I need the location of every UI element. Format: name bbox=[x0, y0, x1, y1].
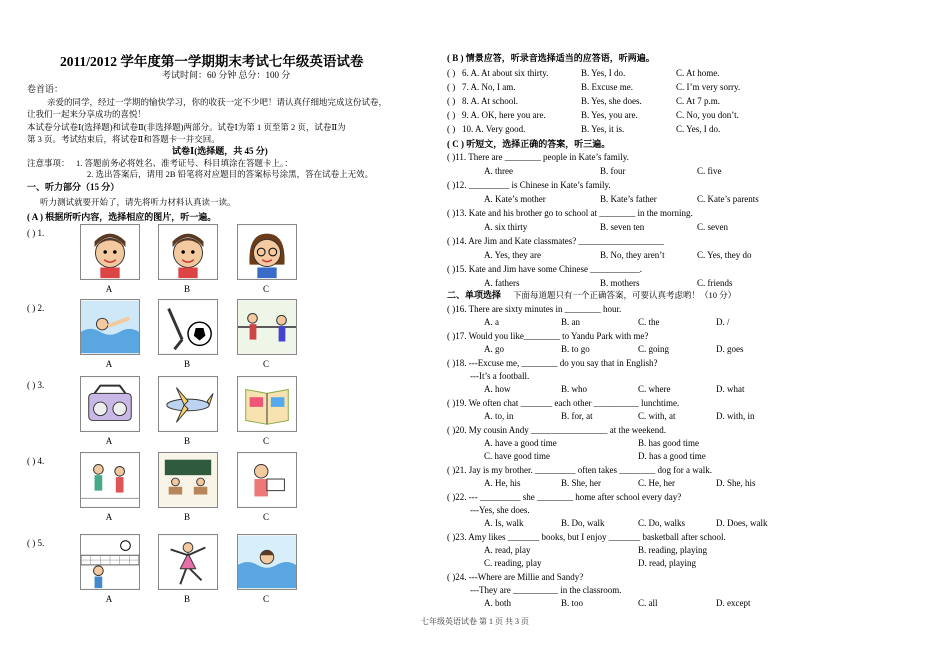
option-a: A. Kate’s mother bbox=[484, 194, 546, 204]
question-stem: 8. A. At school. bbox=[462, 96, 519, 106]
classroom-icon bbox=[158, 452, 218, 508]
option: B. who bbox=[561, 384, 588, 394]
option-c: C. At home. bbox=[676, 68, 720, 78]
option: C. Do, walks bbox=[638, 518, 685, 528]
section-one-title: 试卷Ⅰ(选择题，共 45 分) bbox=[172, 146, 268, 156]
option: D. except bbox=[716, 598, 751, 608]
page-title: 2011/2012 学年度第一学期期末考试七年级英语试卷 bbox=[60, 54, 364, 69]
option-label: C bbox=[262, 284, 269, 294]
option: D. / bbox=[716, 317, 730, 327]
question-stem: ( )12. _________ is Chinese in Kate’s family. bbox=[447, 180, 611, 190]
option: A. Is, walk bbox=[484, 518, 524, 528]
option-label: B bbox=[183, 594, 190, 604]
answer-blank: ( ) bbox=[447, 96, 456, 106]
option: A. have a good time bbox=[484, 438, 557, 448]
option: D. Does, walk bbox=[716, 518, 768, 528]
option: B. an bbox=[561, 317, 580, 327]
option: D. read, playing bbox=[638, 558, 696, 568]
option: D. has a good time bbox=[638, 451, 706, 461]
option-label: C bbox=[262, 436, 269, 446]
swimming-girl-icon bbox=[237, 534, 297, 590]
option: B. to go bbox=[561, 344, 590, 354]
soccer-icon bbox=[158, 299, 218, 355]
volleyball-icon bbox=[80, 534, 140, 590]
notice-1: 1. 答题前务必将姓名、准考证号、科目填涂在答题卡上。： bbox=[76, 158, 293, 168]
question-extra: ---Yes, she does. bbox=[470, 505, 530, 515]
notice-2: 2. 选出答案后，请用 2B 铅笔将对应题目的答案标号涂黑，答在试卷上无效。 bbox=[87, 169, 374, 179]
preface-note-1: 本试卷分试卷Ⅰ(选择题)和试卷Ⅱ(非选择题)两部分。试卷Ⅰ为第 1 页至第 2 页，试卷Ⅱ为 bbox=[27, 122, 346, 132]
question-stem: ( )22. --- _________ she ________ home after school every day? bbox=[447, 492, 682, 502]
airplane-icon bbox=[158, 376, 218, 432]
question-extra: ---It’s a football. bbox=[470, 371, 530, 381]
option-b: B. Yes, you are. bbox=[581, 110, 638, 120]
option-b: B. Excuse me. bbox=[581, 82, 633, 92]
option-b: B. Yes, I do. bbox=[581, 68, 626, 78]
question-stem: ( )24. ---Where are Millie and Sandy? bbox=[447, 572, 584, 582]
option-label: A bbox=[105, 594, 113, 604]
option-label: B bbox=[183, 512, 190, 522]
option-b: B. Yes, she does. bbox=[581, 96, 642, 106]
preface-line-2: 让我们一起来分享成功的喜悦！ bbox=[27, 109, 147, 119]
dancing-icon bbox=[158, 534, 218, 590]
question-stem: ( )14. Are Jim and Kate classmates? ___________________ bbox=[447, 236, 664, 246]
option-b: B. Yes, it is. bbox=[581, 124, 625, 134]
option-c: C. Yes, I do. bbox=[676, 124, 721, 134]
option: B. has good time bbox=[638, 438, 699, 448]
reading-icon bbox=[237, 452, 297, 508]
option: C. He, her bbox=[638, 478, 675, 488]
option-b: B. Kate’s father bbox=[600, 194, 657, 204]
part-two-title: 二、单项选择 bbox=[447, 290, 502, 300]
option-label: B bbox=[183, 436, 190, 446]
part-two-instruction: 下面每道题只有一个正确答案，可要认真考虑哟！（10 分） bbox=[513, 290, 737, 300]
option-a: A. six thirty bbox=[484, 222, 528, 232]
option-c: C. friends bbox=[697, 278, 733, 288]
option-b: B. mothers bbox=[600, 278, 640, 288]
option-a: A. Yes, they are bbox=[484, 250, 541, 260]
option: B. too bbox=[561, 598, 584, 608]
option-label: C bbox=[262, 594, 269, 604]
question-stem: ( )18. ---Excuse me, ________ do you say that in English? bbox=[447, 358, 658, 368]
option: A. He, his bbox=[484, 478, 521, 488]
option: D. what bbox=[716, 384, 745, 394]
badminton-icon bbox=[237, 299, 297, 355]
option: C. all bbox=[638, 598, 658, 608]
answer-blank: ( ) 5. bbox=[27, 538, 45, 548]
option-label: C bbox=[262, 359, 269, 369]
question-stem: ( )17. Would you like________ to Yandu Park with me? bbox=[447, 331, 649, 341]
part-a-title: ( A ) 根据所听内容，选择相应的图片，听一遍。 bbox=[27, 212, 217, 222]
question-stem: ( )15. Kate and Jim have some Chinese ___________. bbox=[447, 264, 642, 274]
option-c: C. I’m very sorry. bbox=[676, 82, 741, 92]
option: B. Do, walk bbox=[561, 518, 605, 528]
option: A. both bbox=[484, 598, 511, 608]
option: A. read, play bbox=[484, 545, 531, 555]
question-stem: ( )16. There are sixty minutes in ________ hour. bbox=[447, 304, 622, 314]
part-b-title: ( B ) 情景应答，听录音选择适当的应答语，听两遍。 bbox=[447, 53, 655, 63]
option-label: A bbox=[105, 436, 113, 446]
option-label: A bbox=[105, 284, 113, 294]
option-c: C. five bbox=[697, 166, 722, 176]
answer-blank: ( ) 3. bbox=[27, 380, 45, 390]
preface-note-2: 第 3 页。考试结束后，将试卷Ⅱ和答题卡一并交回。 bbox=[27, 134, 220, 144]
option-c: C. seven bbox=[697, 222, 728, 232]
answer-blank: ( ) 1. bbox=[27, 228, 45, 238]
listening-intro: 听力测试就要开始了，请先将听力材料认真读一读。 bbox=[40, 197, 236, 207]
option: D. She, his bbox=[716, 478, 756, 488]
question-stem: 9. A. OK, here you are. bbox=[462, 110, 546, 120]
option-b: B. No, they aren’t bbox=[600, 250, 665, 260]
preface-label: 卷首语： bbox=[27, 84, 64, 94]
option-label: A bbox=[105, 512, 113, 522]
answer-blank: ( ) bbox=[447, 124, 456, 134]
option: A. how bbox=[484, 384, 511, 394]
preface-line-1: 亲爱的同学，经过一学期的愉快学习，你的收获一定不少吧！请认真仔细地完成这份试卷， bbox=[47, 97, 388, 107]
option: C. going bbox=[638, 344, 670, 354]
question-stem: ( )23. Amy likes _______ books, but I enjoy _______ basketball after school. bbox=[447, 532, 726, 542]
option-c: C. No, you don’t. bbox=[676, 110, 739, 120]
answer-blank: ( ) bbox=[447, 82, 456, 92]
option-c: C. At 7 p.m. bbox=[676, 96, 721, 106]
notice-label: 注意事项： bbox=[27, 158, 70, 168]
question-stem: ( )11. There are ________ people in Kate’s family. bbox=[447, 152, 629, 162]
listening-title: 一、听力部分（15 分） bbox=[27, 182, 120, 192]
option: D. goes bbox=[716, 344, 744, 354]
question-stem: 10. A. Very good. bbox=[462, 124, 526, 134]
playing-kids-icon bbox=[80, 452, 140, 508]
book-icon bbox=[237, 376, 297, 432]
exam-info: 考试时间：60 分钟 总分：100 分 bbox=[162, 70, 291, 80]
answer-blank: ( ) 2. bbox=[27, 303, 45, 313]
swimming-icon bbox=[80, 299, 140, 355]
option-a: A. fathers bbox=[484, 278, 520, 288]
question-stem: ( )20. My cousin Andy _________________ at the weekend. bbox=[447, 425, 666, 435]
option: B. She, her bbox=[561, 478, 601, 488]
option: A. a bbox=[484, 317, 499, 327]
option: B. reading, playing bbox=[638, 545, 707, 555]
question-extra: ---They are __________ in the classroom. bbox=[470, 585, 622, 595]
answer-blank: ( ) bbox=[447, 110, 456, 120]
option-c: C. Yes, they do bbox=[697, 250, 752, 260]
radio-icon bbox=[80, 376, 140, 432]
answer-blank: ( ) 4. bbox=[27, 456, 45, 466]
answer-blank: ( ) bbox=[447, 68, 456, 78]
question-stem: 7. A. No, I am. bbox=[462, 82, 516, 92]
option: D. with, in bbox=[716, 411, 755, 421]
option-label: A bbox=[105, 359, 113, 369]
option-c: C. Kate’s parents bbox=[697, 194, 759, 204]
option: C. have good time bbox=[484, 451, 550, 461]
option-label: C bbox=[262, 512, 269, 522]
girl-glasses-face-icon bbox=[237, 224, 297, 280]
option-a: A. three bbox=[484, 166, 513, 176]
question-stem: ( )13. Kate and his brother go to school at ________ in the morning. bbox=[447, 208, 693, 218]
part-c-title: ( C ) 听短文，选择正确的答案，听三遍。 bbox=[447, 139, 611, 149]
question-stem: ( )21. Jay is my brother. _________ often takes ________ dog for a walk. bbox=[447, 465, 712, 475]
option: A. go bbox=[484, 344, 504, 354]
option-label: B bbox=[183, 359, 190, 369]
option-label: B bbox=[183, 284, 190, 294]
question-stem: ( )19. We often chat _______ each other __________ lunchtime. bbox=[447, 398, 680, 408]
option: C. where bbox=[638, 384, 671, 394]
option-b: B. four bbox=[600, 166, 626, 176]
boy-face-icon bbox=[80, 224, 140, 280]
option: C. with, at bbox=[638, 411, 676, 421]
option: C. reading, play bbox=[484, 558, 542, 568]
page-footer: 七年级英语试卷 第 1 页 共 3 页 bbox=[421, 617, 529, 626]
option: B. for, at bbox=[561, 411, 593, 421]
question-stem: 6. A. At about six thirty. bbox=[462, 68, 549, 78]
boy-face-icon bbox=[158, 224, 218, 280]
option: C. the bbox=[638, 317, 660, 327]
option-b: B. seven ten bbox=[600, 222, 645, 232]
option: A. to, in bbox=[484, 411, 514, 421]
